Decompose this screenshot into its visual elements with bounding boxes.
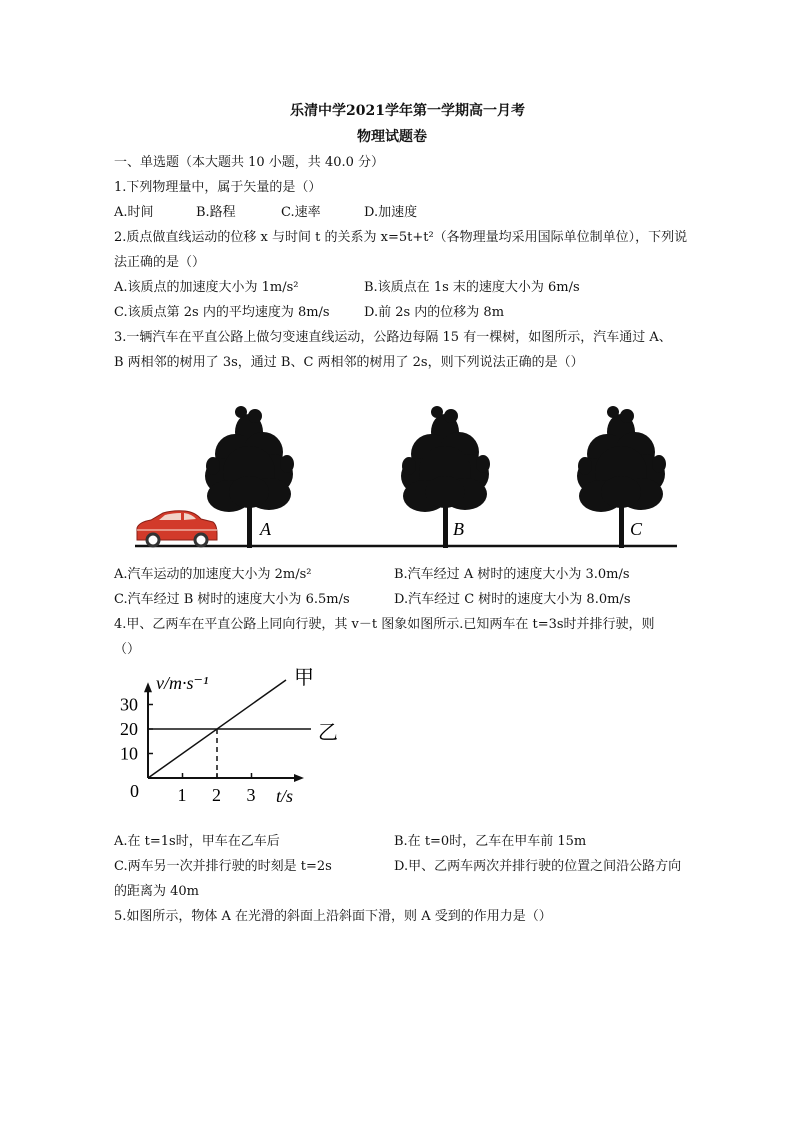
vt-chart [110, 665, 338, 815]
y-tick-label: 20 [120, 719, 138, 739]
chart-y-axis-label: v/m·s⁻¹ [156, 673, 209, 693]
q4-option-d-continued: 的距离为 40m [114, 884, 200, 899]
x-tick-label: 2 [212, 785, 221, 805]
tree-c-label: C [630, 519, 643, 539]
q4-option-d: D.甲、乙两车两次并排行驶的位置之间沿公路方向 [394, 859, 682, 874]
y-tick-label: 10 [120, 743, 138, 764]
question-2-stem-line2: 法正确的是（） [114, 255, 206, 270]
series-label-yi: 乙 [318, 722, 338, 744]
question-3-stem-line2: B 两相邻的树用了 3s，通过 B、C 两相邻的树用了 2s，则下列说法正确的是（） [114, 355, 584, 370]
y-axis-arrow [144, 682, 152, 692]
q4-option-a: A.在 t=1s时，甲车在乙车后 [114, 834, 280, 849]
q4-option-c: C.两车另一次并排行驶的时刻是 t=2s [114, 859, 332, 874]
q1-option-d: D.加速度 [364, 205, 418, 220]
tree-a-label: A [260, 519, 271, 539]
q1-option-c: C.速率 [281, 205, 321, 220]
tree-b-label: B [453, 519, 464, 539]
q1-option-a: A.时间 [114, 205, 154, 220]
q4-option-b: B.在 t=0时，乙车在甲车前 15m [394, 834, 587, 849]
y-tick-label: 30 [120, 694, 138, 715]
road-trees-figure [125, 372, 685, 554]
question-3-stem-line1: 3.一辆汽车在平直公路上做匀变速直线运动，公路边每隔 15 有一棵树，如图所示，汽车通过 A、 [114, 330, 672, 345]
chart-x-axis-label: t/s [276, 786, 294, 806]
series-label-jia: 甲 [294, 667, 314, 689]
question-2-stem-line1: 2.质点做直线运动的位移 x 与时间 t 的关系为 x=5t+t²（各物理量均采用国际单位制单位），下列说 [114, 230, 688, 245]
x-axis-arrow [294, 774, 304, 782]
q1-option-b: B.路程 [196, 205, 236, 220]
x-tick-label: 3 [246, 785, 256, 805]
tree-b [401, 406, 490, 548]
question-4-stem-line2: （） [114, 642, 141, 657]
x-tick-label: 1 [177, 785, 187, 805]
question-5-stem: 5.如图所示，物体 A 在光滑的斜面上沿斜面下滑，则 A 受到的作用力是（） [114, 909, 552, 924]
q3-option-b: B.汽车经过 A 树时的速度大小为 3.0m/s [394, 567, 630, 582]
q2-option-a: A.该质点的加速度大小为 1m/s² [114, 280, 299, 295]
section-heading: 一、单选题（本大题共 10 小题，共 40.0 分） [114, 155, 385, 170]
q2-option-b: B.该质点在 1s 末的速度大小为 6m/s [364, 280, 580, 295]
exam-subtitle: 物理试题卷 [357, 129, 427, 145]
q2-option-d: D.前 2s 内的位移为 8m [364, 305, 505, 320]
q2-option-c: C.该质点第 2s 内的平均速度为 8m/s [114, 305, 330, 320]
question-4-stem-line1: 4.甲、乙两车在平直公路上同向行驶，其 v－t 图象如图所示.已知两车在 t=3s时并排行驶，则 [114, 617, 655, 632]
chart-origin-label: 0 [130, 781, 139, 801]
q3-option-a: A.汽车运动的加速度大小为 2m/s² [114, 567, 312, 582]
tree-c [577, 406, 666, 548]
car-icon [137, 511, 217, 546]
q3-option-d: D.汽车经过 C 树时的速度大小为 8.0m/s [394, 592, 631, 607]
exam-title: 乐清中学2021学年第一学期高一月考 [290, 103, 525, 119]
question-1-stem: 1.下列物理量中，属于矢量的是（） [114, 180, 322, 195]
tree-a [205, 406, 294, 548]
q3-option-c: C.汽车经过 B 树时的速度大小为 6.5m/s [114, 592, 350, 607]
